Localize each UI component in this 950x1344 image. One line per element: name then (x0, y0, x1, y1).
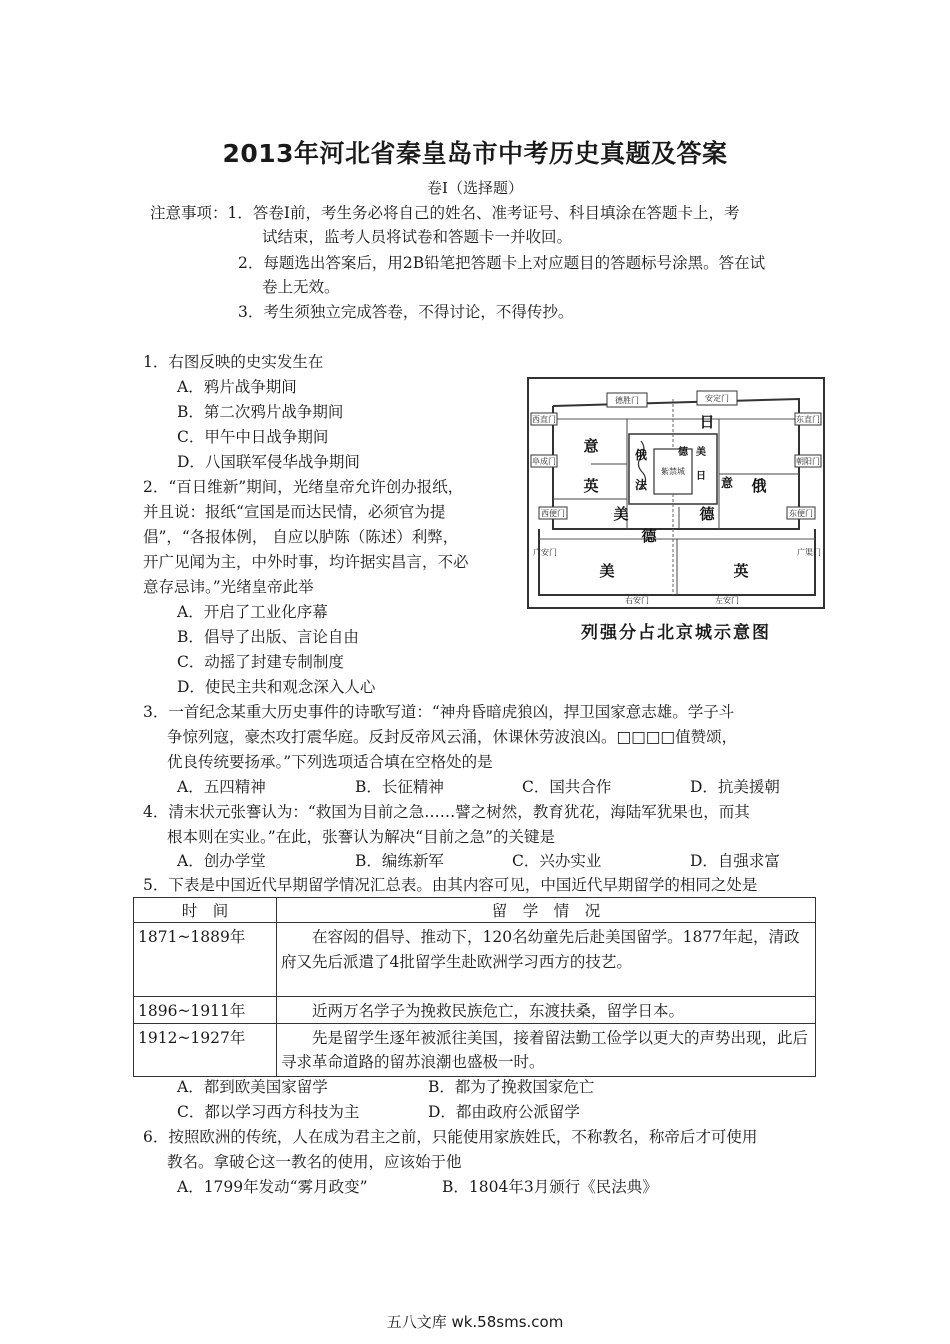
q6-option-b: B．1804年3月颁行《民法典》 (442, 1178, 658, 1196)
table-cell-situation: 先是留学生逐年被派往美国，接着留法勤工俭学以更大的声势出现，此后寻求革命道路的留苏浪潮也盛极一时。 (277, 1024, 816, 1077)
q3-line-1: 3．一首纪念某重大历史事件的诗歌写道：“神舟昏暗虎狼凶，捍卫国家意志雄。学子斗 (143, 703, 735, 721)
zone-ying-2: 英 (733, 562, 749, 580)
q2-option-a: A．开启了工业化序幕 (177, 603, 328, 621)
zone-ri-2: 日 (696, 471, 706, 482)
zone-de-3: 德 (678, 447, 688, 458)
gate-chaoyang: 朝阳门 (796, 457, 820, 466)
zone-e-2: 俄 (751, 477, 767, 495)
table-header-situation: 留 学 情 况 (277, 898, 816, 923)
q2-line-1: 2．“百日维新”期间，光绪皇帝允许创办报纸， (143, 478, 464, 496)
notice-line-5: 3．考生须独立完成答卷，不得讨论，不得传抄。 (238, 303, 574, 321)
q2-line-3: 倡”，“各报体例， 自应以胪陈（陈述）利弊， (143, 528, 459, 546)
zone-ri: 日 (699, 413, 715, 431)
notice-line-1: 注意事项：1．答卷Ⅰ前，考生务必将自己的姓名、准考证号、科目填涂在答题卡上，考 (150, 204, 740, 222)
q6-option-a: A．1799年发动“雾月政变” (177, 1178, 368, 1196)
q4-option-c: C．兴办实业 (512, 852, 602, 870)
q4-option-b: B．编练新军 (355, 852, 444, 870)
document-title: 2013年河北省秦皇岛市中考历史真题及答案 (222, 139, 728, 168)
q5-option-d: D．都由政府公派留学 (428, 1103, 580, 1121)
gate-anding: 安定门 (705, 394, 729, 403)
notice-line-3: 2．每题选出答案后，用2B铅笔把答题卡上对应题目的答题标号涂黑。答在试 (238, 254, 766, 272)
q4-line-1: 4．清末状元张謇认为：“救国为目前之急……譬之树然，教育犹花，海陆军犹果也，而其 (143, 803, 750, 821)
zone-de-1: 德 (699, 505, 715, 523)
q4-option-a: A．创办学堂 (177, 852, 266, 870)
gate-dongzhi: 东直门 (796, 415, 820, 424)
q6-line-2: 教名。拿破仑这一教名的使用，应该始于他 (167, 1153, 462, 1171)
q1-stem: 1．右图反映的史实发生在 (143, 353, 324, 371)
zone-e-1: 俄 (634, 448, 648, 462)
q1-option-c: C．甲午中日战争期间 (177, 428, 329, 446)
beijing-occupation-map (527, 377, 825, 609)
table-row (134, 997, 816, 1024)
q2-option-d: D．使民主共和观念深入人心 (177, 678, 376, 696)
q1-option-d: D．八国联军侵华战争期间 (177, 453, 360, 471)
zone-de-2: 德 (641, 527, 657, 545)
q6-line-1: 6．按照欧洲的传统，人在成为君主之前，只能使用家族姓氏，不称教名，称帝后才可使用 (143, 1128, 758, 1146)
notice-line-2: 试结束，监考人员将试卷和答题卡一并收回。 (262, 228, 573, 246)
zone-mei-3: 美 (696, 447, 706, 458)
table-header-time: 时 间 (134, 898, 277, 923)
footer-watermark: 五八文库 wk.58sms.com (386, 1313, 564, 1331)
gate-dongbian: 东便门 (789, 509, 813, 518)
table-cell-period: 1896~1911年 (134, 997, 277, 1024)
q2-option-b: B．倡导了出版、言论自由 (177, 628, 359, 646)
q4-option-d: D．自强求富 (690, 852, 780, 870)
zone-ying-1: 英 (583, 477, 599, 495)
gate-deshengmen: 德胜门 (615, 396, 639, 405)
zone-fa: 法 (634, 478, 648, 492)
q1-option-a: A．鸦片战争期间 (177, 378, 297, 396)
q5-option-a: A．都到欧美国家留学 (177, 1078, 328, 1096)
q3-option-b: B．长征精神 (355, 778, 444, 796)
table-row (134, 923, 816, 997)
q3-option-c: C．国共合作 (522, 778, 612, 796)
zone-mei-2: 美 (599, 562, 615, 580)
table-row (134, 1024, 816, 1077)
zone-yi-2: 意 (720, 476, 734, 490)
table-cell-situation: 近两万名学子为挽救民族危亡，东渡扶桑，留学日本。 (277, 997, 816, 1024)
gate-xizhi: 西直门 (532, 415, 556, 424)
notice-line-4: 卷上无效。 (262, 278, 340, 296)
map-caption: 列强分占北京城示意图 (581, 623, 771, 643)
q2-line-2: 并且说：报纸“宣国是而达民情，必须官为提 (143, 503, 446, 521)
gate-guangqu: 广渠门 (797, 548, 821, 557)
gate-fucheng: 阜成门 (532, 457, 556, 466)
q3-line-3: 优良传统要扬承。”下列选项适合填在空格处的是 (167, 753, 493, 771)
gate-zuoan: 左安门 (715, 596, 739, 605)
q5-stem: 5．下表是中国近代早期留学情况汇总表。由其内容可见，中国近代早期留学的相同之处是 (143, 876, 758, 894)
q4-line-2: 根本则在实业。”在此，张謇认为解决“目前之急”的关键是 (167, 828, 556, 846)
gate-guanganmen: 广安门 (533, 548, 557, 557)
q3-option-d: D．抗美援朝 (690, 778, 780, 796)
q5-option-b: B．都为了挽救国家危亡 (428, 1078, 595, 1096)
q3-option-a: A．五四精神 (177, 778, 266, 796)
q3-line-2: 争惊列寇，豪杰攻打震华庭。反封反帝风云涌，休课休劳波浪凶。□□□□值赞颂， (167, 728, 738, 746)
q1-option-b: B．第二次鸦片战争期间 (177, 403, 344, 421)
table-cell-period: 1912~1927年 (134, 1024, 277, 1077)
gate-youan: 右安门 (625, 596, 649, 605)
q2-line-5: 意存忌讳。”光绪皇帝此举 (143, 578, 314, 596)
q2-option-c: C．动摇了封建专制制度 (177, 653, 344, 671)
zone-mei-1: 美 (613, 505, 629, 523)
zone-yi-1: 意 (583, 437, 599, 455)
study-abroad-table (133, 897, 816, 1077)
table-cell-period: 1871~1889年 (134, 923, 277, 997)
table-cell-situation: 在容闳的倡导、推动下，120名幼童先后赴美国留学。1877年起，清政府又先后派遣了4批留学生赴欧洲学习西方的技艺。 (277, 923, 816, 997)
forbidden-city-label: 紫禁城 (661, 467, 685, 476)
q5-option-c: C．都以学习西方科技为主 (177, 1103, 360, 1121)
section-heading: 卷Ⅰ（选择题） (427, 179, 523, 197)
table-header-row (134, 898, 816, 923)
q2-line-4: 开广见闻为主，中外时事，均许据实昌言，不必 (143, 553, 469, 571)
gate-xibian: 西便门 (541, 509, 565, 518)
